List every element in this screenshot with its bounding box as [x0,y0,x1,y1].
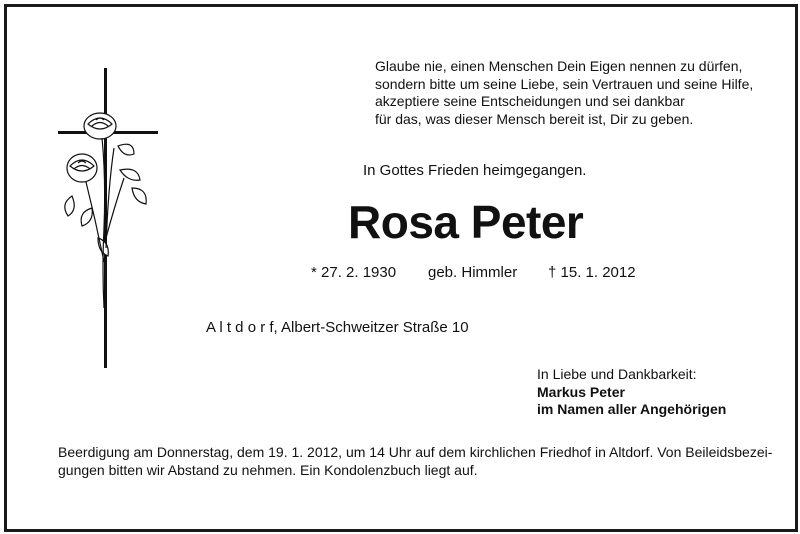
funeral-info [58,443,772,479]
signature-name: Markus Peter [537,383,625,400]
maiden-name: geb. Himmler [428,264,518,281]
cross-with-roses-icon [58,68,168,368]
poem-line: akzeptiere seine Entscheidungen und sei dankbar [375,93,685,109]
funeral-line: Beerdigung am Donnerstag, dem 19. 1. 2012, um 14 Uhr auf dem kirchlichen Friedhof in Altdorf. Von Beileidsbezei- [58,444,773,460]
poem-line: für das, was dieser Mensch bereit ist, Dir zu geben. [375,110,694,127]
poem-line: sondern bitte um seine Liebe, sein Vertrauen und seine Hilfe, [375,75,754,92]
signature-family: im Namen aller Angehörigen [537,401,727,417]
deceased-name: Rosa Peter [348,196,584,248]
funeral-line: gungen bitten wir Abstand zu nehmen. Ein Kondolenzbuch liegt auf. [58,462,478,478]
death-date: † 15. 1. 2012 [548,264,636,281]
poem-line: Glaube nie, einen Menschen Dein Eigen nennen zu dürfen, [375,58,743,74]
signature-block [537,366,726,419]
birth-date: * 27. 2. 1930 [311,264,397,281]
signature-intro: In Liebe und Dankbarkeit: [537,366,697,382]
poem [375,58,753,128]
address: A l t d o r f, Albert-Schweitzer Straße 10 [206,319,469,336]
intro-text: In Gottes Frieden heimgegangen. [363,162,587,179]
